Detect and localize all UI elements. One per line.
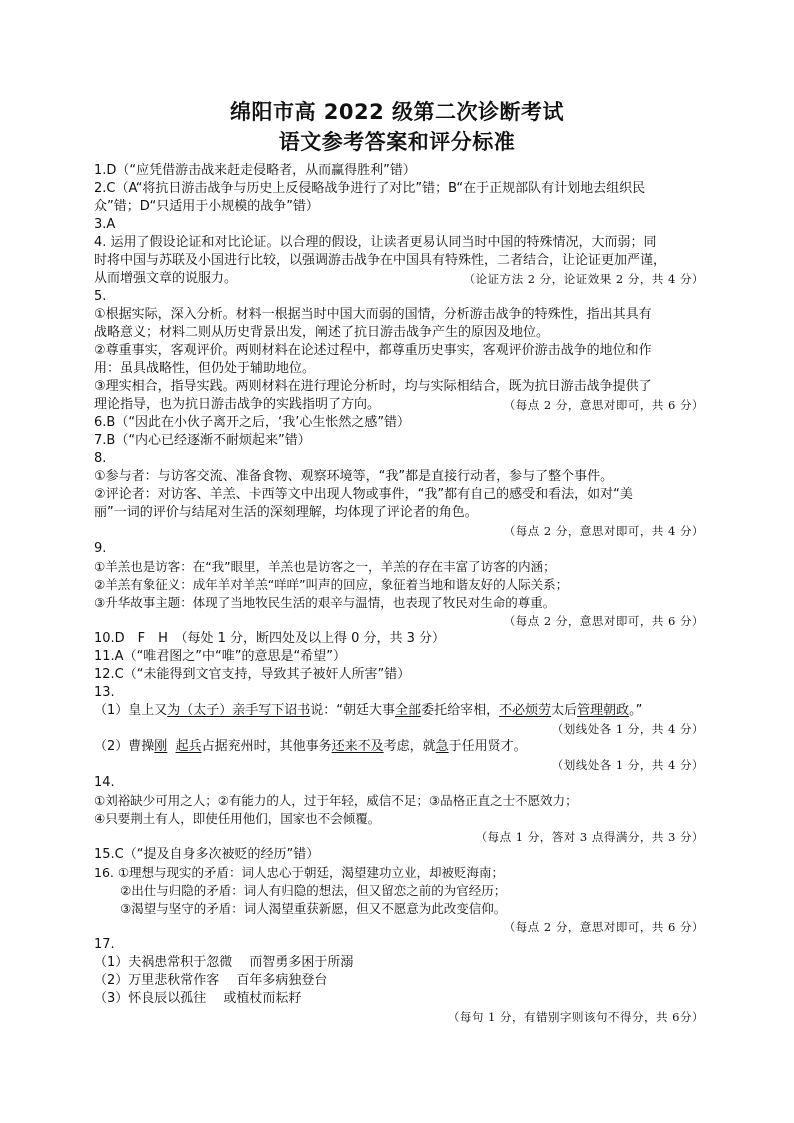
answer-q9-point2: ②羊羔有象征义：成年羊对羊羔“咩咩”叫声的回应，象征着当地和谐友好的人际关系；: [94, 577, 569, 592]
answer-q17-part1: （1）夫祸患常积于忽微 而智勇多困于所溺: [94, 955, 354, 970]
answer-q8-point2-line2: 丽”一词的评价与结尾对生活的深刻理解，均体现了评论者的角色。: [94, 505, 478, 520]
answer-q5-point2-line1: ②尊重事实，客观评价。两则材料在论述过程中，都尊重历史事实，客观评价游击战争的地位和作: [94, 343, 652, 358]
answer-q8: 8.: [94, 451, 107, 466]
q13-2-underline-2: 起兵: [175, 739, 202, 754]
answer-q9: 9.: [94, 541, 107, 556]
score-note-q13-2: （划线处各 1 分，共 4 分）: [551, 758, 704, 772]
q13-2-text: 考虑，就: [383, 739, 436, 754]
answer-q15: 15.C（“提及自身多次被贬的经历”错）: [94, 847, 320, 862]
answer-q10: 10.D F H （每处 1 分，断四处及以上得 0 分，共 3 分）: [94, 631, 446, 646]
exam-title: 绵阳市高 2022 级第二次诊断考试: [229, 100, 565, 124]
answer-q9-point1: ①羊羔也是访客：在“我”眼里，羊羔也是访客之一，羊羔的存在丰富了访客的内涵；: [94, 559, 556, 574]
q13-2-text: （2）曹操: [94, 739, 155, 754]
answer-q4-line1: 4. 运用了假设论证和对比论证。以合理的假设，让读者更易认同当时中国的特殊情况，大而弱；同: [94, 235, 657, 250]
answer-q2-line2: 众”错；D“只适用于小规模的战争”错）: [94, 199, 319, 214]
answer-q4-line2: 时将中国与苏联及小国进行比较，以强调游击战争在中国具有特殊性，二者结合，让论证更加严谨，: [94, 253, 667, 268]
answer-q5-point2-line2: 用：虽具战略性，但仍处于辅助地位。: [94, 361, 316, 376]
q13-2-space: [167, 739, 175, 754]
q13-1-text: （1）皇上又: [94, 703, 168, 718]
q13-1-underline-3: 不必烦劳: [499, 703, 552, 718]
answer-q14-line2: ④只要荆土有人，即使任用他们，国家也不会倾覆。: [94, 811, 381, 826]
answer-q6: 6.B（“因此在小伙子离开之后，‘我’心生怅然之感”错）: [94, 415, 411, 430]
answer-q5-point3-line2: 理论指导，也为抗日游击战争的实践指明了方向。: [94, 397, 381, 412]
answer-q16-line2: ②出仕与归隐的矛盾：词人有归隐的想法，但又留恋之前的为官经历；: [120, 883, 507, 898]
answer-q9-point3: ③升华故事主题：体现了当地牧民生活的艰辛与温情，也表现了牧民对生命的尊重。: [94, 595, 556, 610]
answer-q13-part2: [94, 738, 704, 756]
q13-1-underline-2: 全部: [395, 703, 422, 718]
score-note-q9: （每点 2 分，意思对即可，共 6 分）: [503, 614, 704, 628]
answer-q14: 14.: [94, 775, 115, 790]
q13-2-underline-1: 刚: [154, 739, 168, 754]
q13-1-text: 。”: [629, 703, 643, 718]
answer-q17: 17.: [94, 937, 115, 952]
q13-1-underline-1: 为（太子）亲手写下诏书: [167, 703, 311, 718]
answer-q5: 5.: [94, 289, 107, 304]
score-note-q8: （每点 2 分，意思对即可，共 4 分）: [503, 524, 704, 538]
answer-q5-point3-line1: ③理实相合，指导实践。两则材料在进行理论分析时，均与实际相结合，既为抗日游击战争提供了: [94, 379, 652, 394]
answer-q2-line1: 2.C（A“将抗日游击战争与历史上反侵略战争进行了对比”错；B“在于正规部队有计划地去组织民: [94, 181, 646, 196]
answer-q12: 12.C（“未能得到文官支持，导致其子被奸人所害”错）: [94, 667, 411, 682]
q13-1-text: 委托给宰相，: [421, 703, 500, 718]
answer-q17-part2: （2）万里悲秋常作客 百年多病独登台: [94, 973, 328, 988]
answer-q7: 7.B（“内心已经逐渐不耐烦起来”错）: [94, 433, 311, 448]
q13-1-text: 太后: [551, 703, 578, 718]
score-note-q16: （每点 2 分，意思对即可，共 6 分）: [503, 920, 704, 934]
exam-subtitle: 语文参考答案和评分标准: [278, 130, 516, 154]
q13-2-text: 占据兖州时，其他事务: [201, 739, 332, 754]
answer-q11: 11.A（“唯君图之”中“唯”的意思是“希望”）: [94, 649, 346, 664]
answer-q8-point1: ①参与者：与访客交流、准备食物、观察环境等，“我”都是直接行动者，参与了整个事件。: [94, 469, 614, 484]
q13-2-underline-3: 还来不及: [331, 739, 384, 754]
answer-q16-line3: ③渴望与坚守的矛盾：词人渴望重获新愿，但又不愿意为此改变信仰。: [120, 901, 507, 916]
answer-q16-line1: 16. ①理想与现实的矛盾：词人忠心于朝廷，渴望建功立业，却被贬海南；: [94, 865, 505, 880]
q13-1-text: 说：“朝廷大事: [310, 703, 396, 718]
score-note-q17: （每句 1 分，有错别字则该句不得分，共 6分）: [447, 1010, 704, 1024]
q13-2-text: 于任用贤才。: [448, 739, 527, 754]
score-note-q13-1: （划线处各 1 分，共 4 分）: [551, 722, 704, 736]
score-note-q4: （论证方法 2 分，论证效果 2 分，共 4 分）: [463, 272, 704, 286]
answer-q14-line1: ①刘裕缺少可用之人；②有能力的人，过于年轻，威信不足；③品格正直之士不愿效力；: [94, 793, 578, 808]
answer-q13: 13.: [94, 685, 115, 700]
answer-q5-point1-line1: ①根据实际，深入分析。材料一根据当时中国大而弱的国情，分析游击战争的特殊性，指出其具有: [94, 307, 652, 322]
q13-1-underline-4: 管理朝政: [577, 703, 630, 718]
q13-2-underline-4: 急: [435, 739, 449, 754]
score-note-q14: （每点 1 分，答对 3 点得满分，共 3 分）: [475, 830, 704, 844]
score-note-q5: （每点 2 分，意思对即可，共 6 分）: [503, 398, 704, 412]
answer-q13-part1: [94, 702, 704, 720]
answer-q8-point2-line1: ②评论者：对访客、羊羔、卡西等文中出现人物或事件，“我”都有自己的感受和看法，如对“美: [94, 487, 633, 502]
answer-q3: 3.A: [94, 217, 116, 232]
answer-q17-part3: （3）怀良辰以孤往 或植杖而耘耔: [94, 991, 302, 1006]
answer-q1: 1.D（“应凭借游击战来赶走侵略者，从而赢得胜利”错）: [94, 163, 416, 178]
answer-q5-point1-line2: 战略意义；材料二则从历史背景出发，阐述了抗日游击战争产生的原因及地位。: [94, 325, 550, 340]
answer-q4-line3: 从而增强文章的说服力。: [94, 271, 238, 286]
